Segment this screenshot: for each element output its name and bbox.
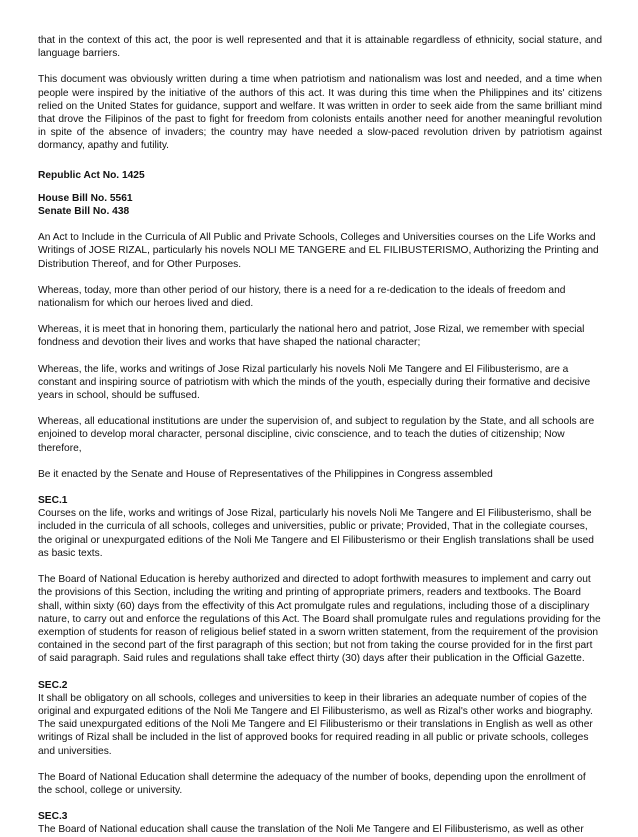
act-title: Republic Act No. 1425 (38, 169, 145, 181)
enacting-clause: Be it enacted by the Senate and House of Representatives of the Philippines in Congress assembled (38, 468, 493, 480)
house-bill-number: House Bill No. 5561 (38, 192, 133, 204)
section-2-paragraph-1: It shall be obligatory on all schools, colleges and universities to keep in their libraries an adequate number of copies of the original and expurgated editions of the Noli Me Tangere and El Filibusterismo, as well as Rizal's other works and biography. The said unexpurgated editions of the Noli Me Tangere and El Filibusterismo or their translations in English as well as other writings of Rizal shall be included in the list of approved books for required reading in all public or private schools, colleges and universities. (38, 692, 593, 757)
section-1-paragraph-1: Courses on the life, works and writings of Jose Rizal, particularly his novels Noli Me Tangere and El Filibusterismo, shall be included in the curricula of all schools, colleges and universities, public or private; Provided, That in the collegiate courses, the original or unexpurgated editions of the Noli Me Tangere and El Filibusterismo or their English translations shall be used as basic texts. (38, 508, 594, 559)
section-3-heading: SEC.3 (38, 811, 68, 823)
bill-numbers (38, 192, 602, 218)
section-3-paragraph-1: The Board of National education shall cause the translation of the Noli Me Tangere and El Filibusterismo, as well as other (38, 824, 584, 836)
whereas-clause-4: Whereas, all educational institutions are under the supervision of, and subject to regulation by the State, and all schools are enjoined to develop moral character, personal discipline, civic conscience, and to teach the duties of citizenship; Now therefore, (38, 416, 595, 454)
intro-paragraph-2: This document was obviously written during a time when patriotism and nationalism was lost and needed, and a time when people were inspired by the initiative of the authors of this act. It was during this time when the Philippines and its' citizens relied on the United States for guidance, support and welfare. It was written in order to seek aide from the same brilliant mind that drove the Filipinos of the past to fight for freedom from colonists entails another need for another meaningful revolution in spite of the absence of invaders; the country may have needed a slow-paced revolution driven by patriotism against dormancy, apathy and futility. (38, 74, 602, 152)
whereas-clause-1: Whereas, today, more than other period of our history, there is a need for a re-dedication to the ideals of freedom and nationalism for which our heroes lived and died. (38, 284, 566, 310)
section-1-heading: SEC.1 (38, 495, 68, 507)
act-long-title: An Act to Include in the Curricula of All Public and Private Schools, Colleges and Universities courses on the Life Works and Writings of JOSE RIZAL, particularly his novels NOLI ME TANGERE and EL FILIBUSTERISMO, Authorizing the Printing and Distribution Thereof, and for Other Purposes. (38, 232, 599, 270)
section-1-paragraph-2: The Board of National Education is hereby authorized and directed to adopt forthwith measures to implement and carry out the provisions of this Section, including the writing and printing of appropriate primers, readers and textbooks. The Board shall, within sixty (60) days from the effectivity of this Act promulgate rules and regulations, including those of a disciplinary nature, to carry out and enforce the regulations of this Act. The Board shall promulgate rules and regulations providing for the exemption of students for reason of religious belief stated in a sworn written statement, from the requirement of the provision contained in the second part of the first paragraph of this section; but not from taking the course provided for in the first part of said paragraph. Said rules and regulations shall take effect thirty (30) days after their publication in the Official Gazette. (38, 574, 601, 665)
whereas-clause-3: Whereas, the life, works and writings of Jose Rizal particularly his novels Noli Me Tangere and El Filibusterismo, are a constant and inspiring source of patriotism with which the minds of the youth, especially during their formative and decisive years in school, should be suffused. (38, 363, 591, 402)
senate-bill-number: Senate Bill No. 438 (38, 206, 130, 218)
section-2-paragraph-2: The Board of National Education shall determine the adequacy of the number of books, depending upon the enrollment of the school, college or university. (38, 771, 586, 796)
intro-paragraph-1: that in the context of this act, the poor is well represented and that it is attainable regardless of ethnicity, social stature, and language barriers. (38, 35, 602, 60)
whereas-clause-2: Whereas, it is meet that in honoring them, particularly the national hero and patriot, Jose Rizal, we remember with special fondness and devotion their lives and works that have shaped the national character; (38, 324, 585, 349)
section-2-heading: SEC.2 (38, 679, 68, 691)
